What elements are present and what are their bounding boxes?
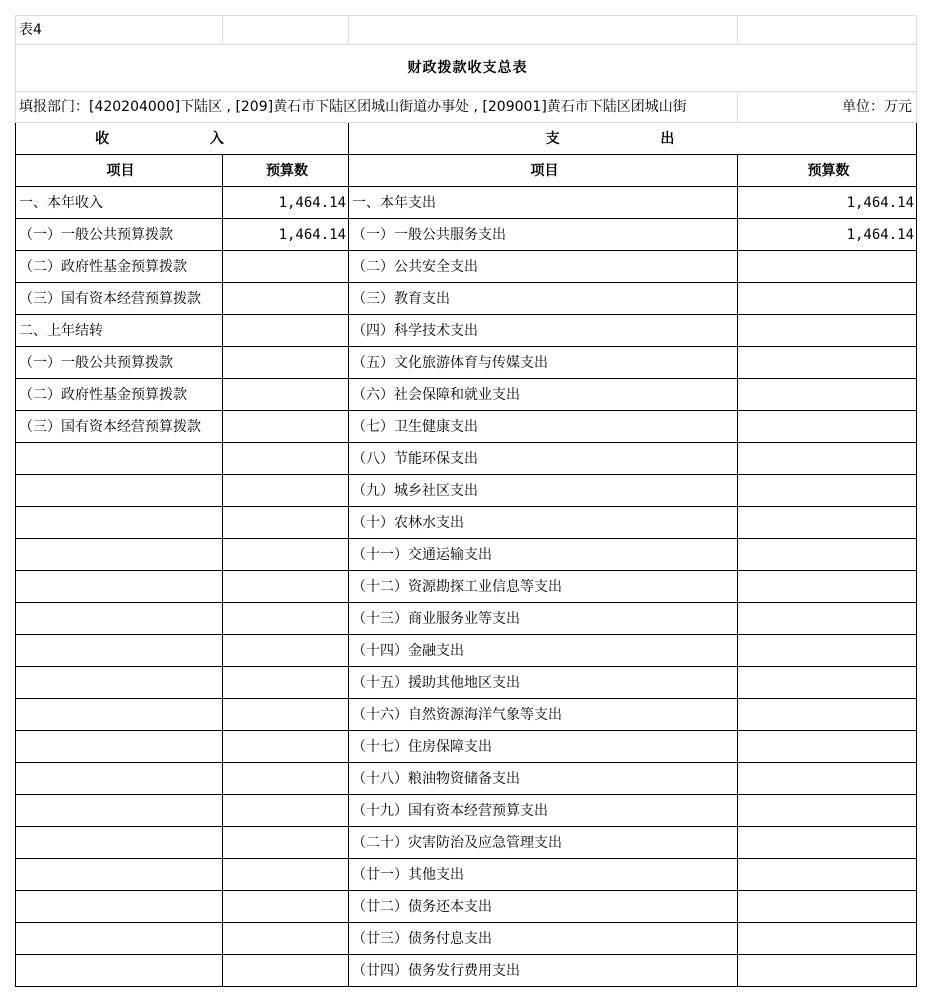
income-budget-cell [223,603,349,635]
expense-item-cell: （二）公共安全支出 [349,251,738,283]
table-row [16,795,917,827]
table-row [16,443,917,475]
expense-item-cell: （十九）国有资本经营预算支出 [349,795,738,827]
expense-budget-cell: 1,464.14 [738,219,917,251]
table-row [16,251,917,283]
income-budget-cell [223,827,349,859]
expense-item-cell: （廿四）债务发行费用支出 [349,955,738,987]
income-budget-cell [223,763,349,795]
table-row [16,603,917,635]
table-row [16,635,917,667]
expense-budget-header: 预算数 [738,155,917,187]
expense-item-cell: （七）卫生健康支出 [349,411,738,443]
income-item-cell [16,571,223,603]
expense-budget-cell [738,603,917,635]
income-budget-cell [223,379,349,411]
expense-budget-cell [738,827,917,859]
table-row [16,219,917,251]
income-budget-cell [223,635,349,667]
income-item-cell [16,795,223,827]
income-budget-cell [223,859,349,891]
expense-budget-cell [738,443,917,475]
expense-item-cell: （十二）资源勘探工业信息等支出 [349,571,738,603]
income-item-cell: （二）政府性基金预算拨款 [16,379,223,411]
expense-budget-cell [738,763,917,795]
income-item-cell [16,475,223,507]
expense-item-cell: （五）文化旅游体育与传媒支出 [349,347,738,379]
income-budget-cell [223,795,349,827]
table-row [16,891,917,923]
income-budget-cell [223,411,349,443]
expense-budget-cell [738,411,917,443]
income-item-cell: （二）政府性基金预算拨款 [16,251,223,283]
table-tag: 表4 [16,16,223,45]
expense-item-cell: （十三）商业服务业等支出 [349,603,738,635]
table-row [16,187,917,219]
income-item-cell: 一、本年收入 [16,187,223,219]
expense-item-header: 项目 [349,155,738,187]
table-row [16,859,917,891]
expense-budget-cell [738,283,917,315]
income-item-cell [16,443,223,475]
expense-item-cell: （四）科学技术支出 [349,315,738,347]
expense-budget-cell [738,955,917,987]
unit-row [16,92,917,123]
expense-budget-cell [738,731,917,763]
expense-budget-cell [738,315,917,347]
table-row [16,571,917,603]
income-budget-cell [223,315,349,347]
income-item-cell [16,539,223,571]
expense-item-cell: （廿二）债务还本支出 [349,891,738,923]
income-item-cell [16,507,223,539]
section-header-row [16,123,917,155]
expense-budget-cell [738,507,917,539]
expense-item-cell: （九）城乡社区支出 [349,475,738,507]
expense-item-cell: （八）节能环保支出 [349,443,738,475]
expense-budget-cell: 1,464.14 [738,187,917,219]
expense-section-header: 支 出 [349,123,917,155]
expense-item-cell: （十八）粮油物资储备支出 [349,763,738,795]
table-row [16,283,917,315]
expense-budget-cell [738,635,917,667]
expense-budget-cell [738,379,917,411]
expense-item-cell: （廿三）债务付息支出 [349,923,738,955]
income-item-cell [16,859,223,891]
expense-item-cell: （十一）交通运输支出 [349,539,738,571]
table-row [16,507,917,539]
expense-item-cell: （二十）灾害防治及应急管理支出 [349,827,738,859]
income-budget-cell [223,347,349,379]
expense-budget-cell [738,539,917,571]
budget-summary-table [15,15,917,987]
income-item-cell [16,635,223,667]
expense-budget-cell [738,571,917,603]
income-item-cell [16,731,223,763]
expense-item-cell: 一、本年支出 [349,187,738,219]
income-item-cell [16,603,223,635]
expense-item-cell: （十五）援助其他地区支出 [349,667,738,699]
table-row [16,699,917,731]
table-row [16,955,917,987]
table-row [16,827,917,859]
income-item-cell: （一）一般公共预算拨款 [16,219,223,251]
income-budget-cell [223,571,349,603]
income-budget-cell [223,955,349,987]
income-budget-cell: 1,464.14 [223,219,349,251]
expense-item-cell: （十）农林水支出 [349,507,738,539]
income-budget-cell [223,443,349,475]
column-header-row [16,155,917,187]
reporting-department: 填报部门：[420204000]下陆区 , [209]黄石市下陆区团城山街道办事处 , [209001]黄石市下陆区团城山街 [16,92,738,123]
table-row [16,347,917,379]
expense-item-cell: （十七）住房保障支出 [349,731,738,763]
income-budget-cell [223,667,349,699]
table-row [16,923,917,955]
income-budget-cell [223,731,349,763]
income-item-cell: （三）国有资本经营预算拨款 [16,283,223,315]
expense-budget-cell [738,475,917,507]
income-budget-cell [223,475,349,507]
expense-budget-cell [738,891,917,923]
expense-budget-cell [738,667,917,699]
expense-item-cell: （一）一般公共服务支出 [349,219,738,251]
table-row [16,315,917,347]
expense-budget-cell [738,795,917,827]
income-item-cell [16,955,223,987]
table-row [16,667,917,699]
expense-item-cell: （廿一）其他支出 [349,859,738,891]
title-row [16,45,917,92]
expense-item-cell: （六）社会保障和就业支出 [349,379,738,411]
table-row [16,763,917,795]
table-row [16,475,917,507]
income-budget-cell [223,539,349,571]
income-budget-cell [223,699,349,731]
income-item-cell: （一）一般公共预算拨款 [16,347,223,379]
income-budget-cell [223,251,349,283]
income-item-cell [16,891,223,923]
income-budget-cell [223,283,349,315]
income-section-header: 收 入 [16,123,349,155]
expense-budget-cell [738,923,917,955]
expense-budget-cell [738,699,917,731]
income-budget-cell [223,923,349,955]
income-budget-header: 预算数 [223,155,349,187]
unit-label: 单位：万元 [738,92,917,123]
income-item-cell [16,699,223,731]
income-item-header: 项目 [16,155,223,187]
table-tag-row [16,16,917,45]
income-item-cell [16,923,223,955]
table-row [16,379,917,411]
expense-item-cell: （十四）金融支出 [349,635,738,667]
income-item-cell [16,763,223,795]
expense-budget-cell [738,251,917,283]
income-budget-cell [223,507,349,539]
income-item-cell: 二、上年结转 [16,315,223,347]
table-row [16,411,917,443]
page-title: 财政拨款收支总表 [16,45,917,92]
table-row [16,539,917,571]
income-budget-cell: 1,464.14 [223,187,349,219]
expense-item-cell: （十六）自然资源海洋气象等支出 [349,699,738,731]
income-item-cell [16,667,223,699]
table-row [16,731,917,763]
expense-budget-cell [738,347,917,379]
expense-item-cell: （三）教育支出 [349,283,738,315]
income-item-cell [16,827,223,859]
expense-budget-cell [738,859,917,891]
income-budget-cell [223,891,349,923]
income-item-cell: （三）国有资本经营预算拨款 [16,411,223,443]
